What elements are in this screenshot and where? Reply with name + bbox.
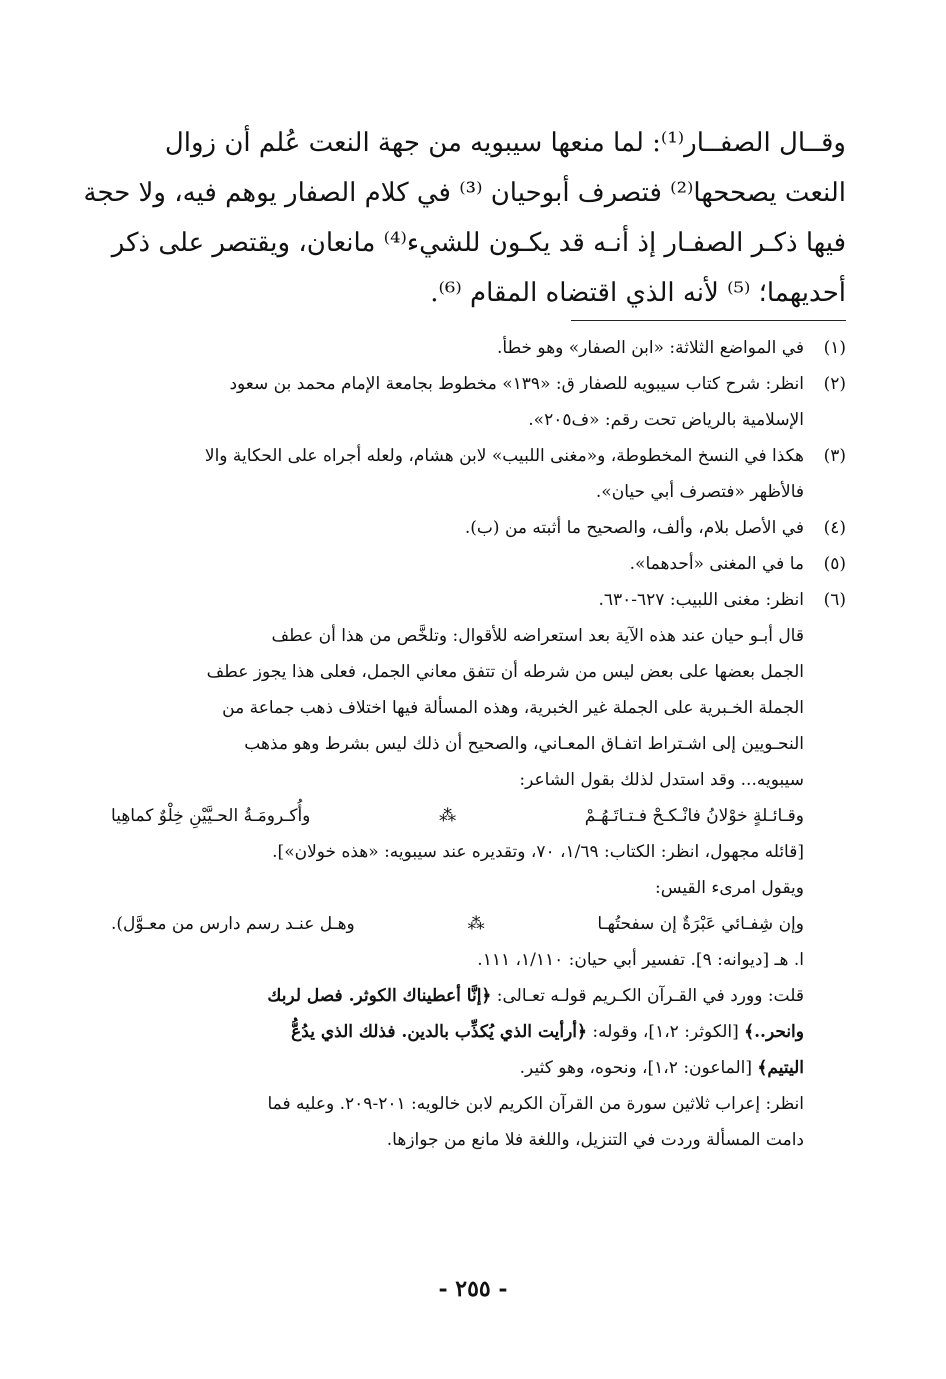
main-line: وقــال الصفــار⁽¹⁾: لما منعها سيبويه من جهة النعت عُلم أن زوال	[164, 128, 846, 158]
closing-line: انظر: إعراب ثلاثين سورة من القرآن الكريم لابن خالويه: ٢٠١-٢٠٩. وعليه فما	[267, 1094, 804, 1114]
main-paragraph	[83, 118, 846, 318]
footnote-divider	[571, 320, 846, 321]
footnote-4	[111, 510, 846, 546]
main-line: فيها ذكـر الصفـار إذ أنـه قد يكـون للشيء⁽⁴⁾ مانعان، ويقتصر على ذكر	[111, 228, 846, 258]
footnote-text: انظر: مغنى اللبيب: ٦٢٧-٦٣٠.	[598, 590, 804, 610]
commentary-line: النحـويين إلى اشـتراط اتفـاق المعـاني، والصحيح أن ذلك ليس بشرط وهو مذهب	[244, 734, 804, 754]
quran-verse: وانحر..﴾	[744, 1022, 804, 1042]
footnote-number: (٥)	[823, 554, 846, 574]
footnote-number: (٢)	[823, 374, 846, 394]
quran-line	[111, 978, 804, 1014]
quran-verse: ﴿إنَّا أعطيناك الكوثر. فصل لربك	[267, 986, 492, 1006]
commentary-line: الجمل بعضها على بعض ليس من شرطه أن تتفق معاني الجمل، فعلى هذا يجوز عطف	[206, 662, 804, 682]
closing-line: دامت المسألة وردت في التنزيل، واللغة فلا مانع من جوازها.	[386, 1130, 804, 1150]
verse-first-half: وقـائـلةٍ خوْلانُ فانْـكـحْ فـتـاتَـهُـمْ	[584, 806, 804, 826]
footnote-6	[111, 582, 846, 618]
footnote-text: ما في المغنى «أحدهما».	[629, 554, 804, 574]
verse-first-half: وإن شِفـائي عَبْرَةٌ إن سفحتُهـا	[597, 914, 804, 934]
commentary-line: قال أبـو حيان عند هذه الآية بعد استعراضه للأقوال: وتلخَّص من هذا أن عطف	[271, 626, 804, 646]
commentary-line: الجملة الخـبرية على الجملة غير الخبرية، وهذه المسألة فيها اختلاف ذهب جماعة من	[222, 698, 804, 718]
verse-second-half: وهـل عنـد رسم دارس من معـوَّل).	[111, 914, 355, 934]
footnote-text: انظر: شرح كتاب سيبويه للصفار ق: «١٣٩» مخطوط بجامعة الإمام محمد بن سعود	[229, 374, 804, 394]
footnote-2	[111, 366, 846, 438]
footnote-text: هكذا في النسخ المخطوطة، و«مغنى اللبيب» لابن هشام، ولعله أجراه على الحكاية والا	[204, 446, 804, 466]
footnote-text: في الأصل بلام، وألف، والصحيح ما أثبته من (ب).	[464, 518, 804, 538]
quran-verse: ﴿أرأيت الذي يُكذِّب بالدين. فذلك الذي يدُعُّ	[291, 1022, 587, 1042]
footnote-5	[111, 546, 846, 582]
footnote-text: في المواضع الثلاثة: «ابن الصفار» وهو خطأ.	[496, 338, 804, 358]
verse-source: [قائله مجهول، انظر: الكتاب: ١/٦٩، ٧٠، وتقديره عند سيبويه: «هذه خولان»].	[272, 842, 804, 862]
page-number: - ٢٥٥ -	[438, 1276, 508, 1302]
footnote-3	[111, 438, 846, 510]
verse-intro: ويقول امرىء القيس:	[654, 878, 804, 898]
poetry-verse-1	[111, 798, 804, 834]
footnote-6-continuation	[111, 618, 846, 1158]
footnote-text: الإسلامية بالرياض تحت رقم: «ف٢٠٥».	[528, 410, 804, 430]
quran-line	[111, 1014, 804, 1050]
poetry-verse-2	[111, 906, 804, 942]
main-line: النعت يصححها⁽²⁾ فتصرف أبوحيان ⁽³⁾ في كلام الصفار يوهم فيه، ولا حجة	[83, 178, 846, 208]
quran-intro: قلت: وورد في القـرآن الكـريم قولـه تعـالى:	[491, 986, 804, 1006]
verse-separator: ⁂	[467, 914, 485, 934]
verse-second-half: وأُكـرومَـةُ الحـيَّيْنِ خِلْوٌ كماهِيا	[111, 806, 311, 826]
footnote-number: (٤)	[823, 518, 846, 538]
quran-reference: [الكوثر: ١،٢]، وقوله:	[586, 1022, 745, 1042]
footnote-number: (٦)	[823, 590, 846, 610]
footnote-1	[111, 330, 846, 366]
main-line: أحديهما؛ ⁽⁵⁾ لأنه الذي اقتضاه المقام ⁽⁶⁾.	[430, 278, 846, 308]
verse-source: ا. هـ [ديوانه: ٩]. تفسير أبي حيان: ١/١١٠، ١١١.	[477, 950, 804, 970]
footnotes	[111, 330, 846, 1158]
quran-line	[111, 1050, 804, 1086]
footnote-text: فالأظهر «فتصرف أبي حيان».	[595, 482, 804, 502]
quran-verse: اليتيم﴾	[757, 1058, 804, 1078]
footnote-number: (٣)	[823, 446, 846, 466]
footnote-number: (١)	[823, 338, 846, 358]
commentary-line: سيبويه... وقد استدل لذلك بقول الشاعر:	[519, 770, 804, 790]
verse-separator: ⁂	[439, 806, 457, 826]
quran-reference: [الماعون: ١،٢]، ونحوه، وهو كثير.	[519, 1058, 758, 1078]
